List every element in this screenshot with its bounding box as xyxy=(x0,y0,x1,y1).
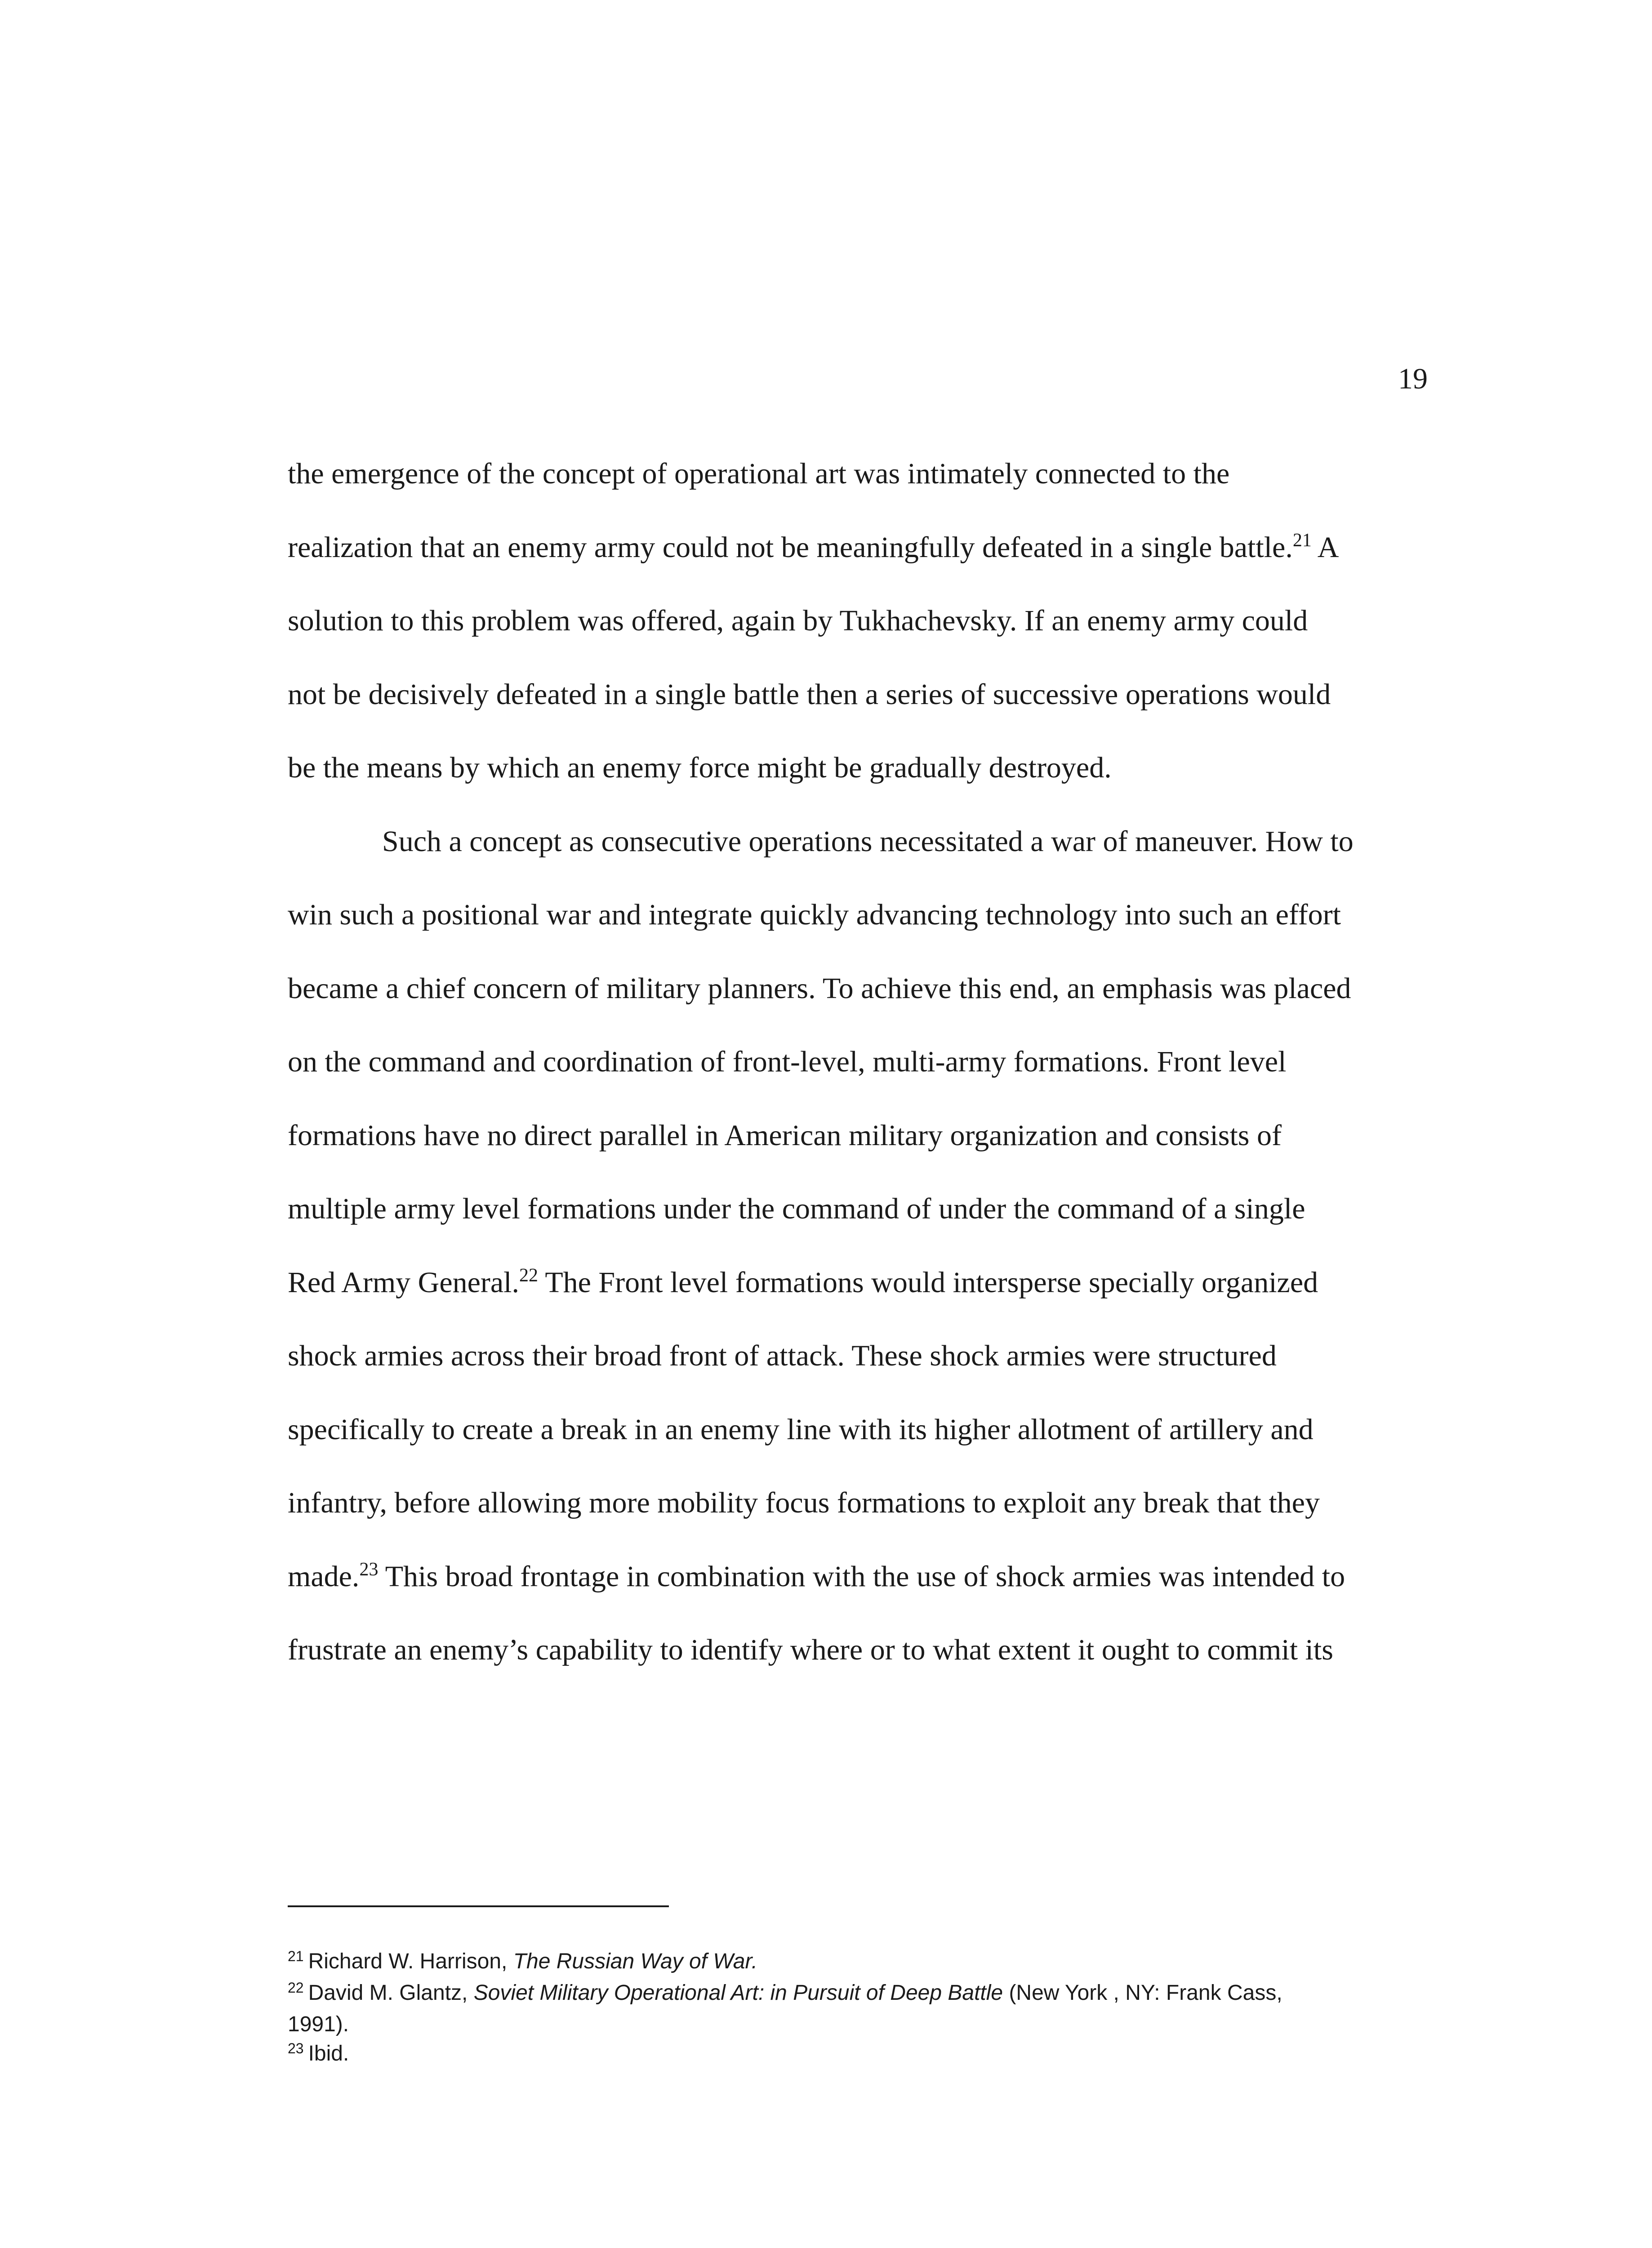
body-line-17 xyxy=(288,1613,1438,1687)
body-line-10 xyxy=(288,1099,1438,1173)
body-line-3 xyxy=(288,584,1438,658)
body-line-14 xyxy=(288,1393,1438,1467)
footnote-separator xyxy=(288,1905,669,1907)
body-line-1 xyxy=(288,437,1438,511)
body-line-8 xyxy=(288,952,1438,1026)
body-line-1-text: the emergence of the concept of operational art was intimately connected to the xyxy=(288,457,1230,490)
body-line-12 xyxy=(288,1246,1438,1320)
footnote-number: 23 xyxy=(288,2040,304,2056)
body-line-15-text: infantry, before allowing more mobility focus formations to exploit any break that they xyxy=(288,1486,1320,1519)
body-line-9-text: on the command and coordination of front-level, multi-army formations. Front level xyxy=(288,1045,1287,1078)
footnote-title: The Russian Way of War. xyxy=(513,1949,758,1973)
body-line-4 xyxy=(288,658,1438,731)
footnote-ref-22[interactable]: 22 xyxy=(519,1265,539,1286)
body-line-9 xyxy=(288,1025,1438,1099)
body-line-7 xyxy=(288,878,1438,952)
body-line-14-text: specifically to create a break in an enemy line with its higher allotment of artillery and xyxy=(288,1413,1314,1446)
footnote-ref-23[interactable]: 23 xyxy=(359,1559,378,1580)
body-line-15 xyxy=(288,1466,1438,1540)
body-line-16 xyxy=(288,1540,1438,1614)
footnote-author: David M. Glantz, xyxy=(308,1981,474,2005)
footnote-22-continued xyxy=(288,2010,1438,2039)
body-line-4-text: not be decisively defeated in a single battle then a series of successive operations would xyxy=(288,678,1331,711)
footnotes xyxy=(288,1947,1438,2070)
body-line-16-text: made. xyxy=(288,1560,360,1593)
body-line-11-text: multiple army level formations under the command of under the command of a single xyxy=(288,1192,1305,1225)
body-line-8-text: became a chief concern of military planners. To achieve this end, an emphasis was placed xyxy=(288,972,1351,1005)
body-line-13-text: shock armies across their broad front of attack. These shock armies were structured xyxy=(288,1339,1277,1372)
footnote-author: Ibid. xyxy=(308,2042,349,2065)
body-line-2 xyxy=(288,511,1438,584)
body-line-2-text: realization that an enemy army could not be meaningfully defeated in a single battle. xyxy=(288,531,1293,564)
body-line-6-text: Such a concept as consecutive operations necessitated a war of maneuver. How to xyxy=(382,825,1354,858)
body-line-10-text: formations have no direct parallel in American military organization and consists of xyxy=(288,1119,1282,1152)
body-line-2-after: A xyxy=(1311,531,1339,564)
body-line-6 xyxy=(288,805,1438,879)
body-line-3-text: solution to this problem was offered, again by Tukhachevsky. If an enemy army could xyxy=(288,604,1308,637)
footnote-rest: (New York , NY: Frank Cass, xyxy=(1003,1981,1282,2005)
footnote-title: Soviet Military Operational Art: in Pursuit of Deep Battle xyxy=(473,1981,1003,2005)
footnote-author: Richard W. Harrison, xyxy=(308,1949,513,1973)
footnote-ref-21[interactable]: 21 xyxy=(1292,530,1312,551)
footnote-23 xyxy=(288,2039,1438,2070)
footnote-number: 22 xyxy=(288,1980,304,1996)
footnote-21 xyxy=(288,1947,1438,1978)
page-number: 19 xyxy=(1398,362,1428,395)
body-line-13 xyxy=(288,1319,1438,1393)
body-line-12-text: Red Army General. xyxy=(288,1266,520,1299)
body-line-7-text: win such a positional war and integrate quickly advancing technology into such an effort xyxy=(288,898,1341,931)
footnote-number: 21 xyxy=(288,1948,304,1964)
body-line-5-text: be the means by which an enemy force might be gradually destroyed. xyxy=(288,751,1112,784)
body-line-12-after: The Front level formations would intersperse specially organized xyxy=(538,1266,1318,1299)
body-text xyxy=(288,437,1438,1687)
body-line-17-text: frustrate an enemy’s capability to identify where or to what extent it ought to commit its xyxy=(288,1633,1333,1666)
body-line-5 xyxy=(288,731,1438,805)
footnote-author: 1991). xyxy=(288,2012,349,2036)
body-line-16-after: This broad frontage in combination with the use of shock armies was intended to xyxy=(378,1560,1345,1593)
body-line-11 xyxy=(288,1172,1438,1246)
footnote-22 xyxy=(288,1978,1438,2010)
